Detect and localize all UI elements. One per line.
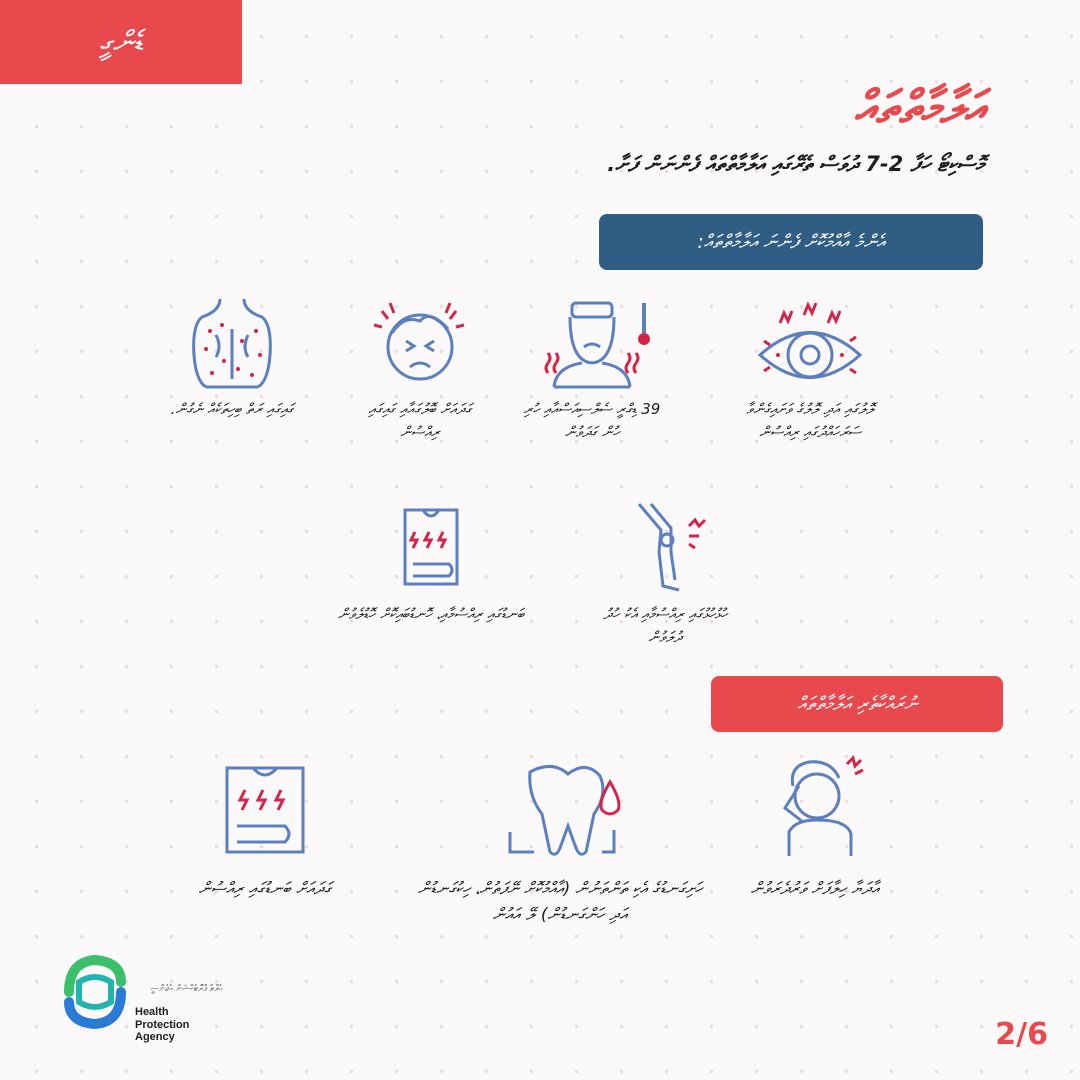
symptom-label: 39 ޑިގްރީ ސެލްސިއަސްއާއި ހުރި ހުން ގަދަވުން [523, 400, 661, 442]
high-fever-icon [532, 295, 652, 390]
hpa-logo [55, 952, 235, 1042]
symptom-label: ގަދައަށް ބޮލުގައާއި ގައިގައި ރިއްސުން [368, 400, 472, 442]
dengue-tag: ޑެންގީ [0, 0, 242, 84]
hpa-logo-mark-icon [55, 952, 135, 1032]
logo-line: Protection [135, 1018, 190, 1031]
stomach-ache-icon [371, 500, 491, 595]
headache-icon [360, 295, 480, 390]
symptom-stomach-ache [336, 500, 526, 626]
severe-symptoms-banner: ނުރައްކާތެރި އަލާމާތްތައް [711, 676, 1003, 732]
common-symptoms-banner: އެންމެ އާއްމުކޮށް ފެންނަ އަލާމާތްތައް: [599, 214, 983, 270]
logo-line: Agency [135, 1031, 175, 1044]
page-number: 2/6 [995, 1017, 1048, 1052]
logo-dhivehi-text: ހެލްތު ޕްރޮޓެކްޝަން އެޖެންސީ [150, 984, 223, 994]
symptom-label: އާދަޔާ ހިލާފަށް ވަރުދެރަވުން [750, 879, 880, 899]
logo-line: Health [135, 1006, 169, 1018]
joint-pain-icon [605, 500, 725, 595]
symptom-label: ހަށިގަނޑުގެ އެކި ތަންތަނުން (އާއްމުކޮށް ނޭފަތުން، ހިކުގަނޑުން އަދި ހަންގަނޑުން) ލޭ އައުން [418, 879, 702, 926]
eye-pain-icon [750, 295, 870, 390]
bleeding-icon [490, 752, 630, 862]
page-title: އަލާމާތްތައް [854, 80, 984, 134]
logo-text [135, 1006, 189, 1044]
symptom-label: ހުޅުހުޅުގައި ރިއްސުމާއި އެކު ހުދު ދުލަވުން [603, 605, 727, 647]
symptom-headache [350, 295, 490, 445]
fatigue-icon [755, 752, 875, 862]
symptom-eye-pain [740, 295, 880, 445]
symptom-label: ގަދައަށް ބަނޑުގައި ރިއްސުން [198, 879, 332, 899]
symptom-joint-pain [590, 500, 740, 650]
page-subtitle: މޮސްކިޓޯ ހަފާ 2-7 ދުވަސް ތެރޭގައި އަލާމާތްތައް ފެންނަން ފަށާ. [607, 152, 984, 176]
severe-stomach-pain-icon [205, 752, 325, 862]
symptom-high-fever [522, 295, 662, 445]
symptom-fatigue [735, 752, 895, 902]
skin-rash-icon [172, 295, 292, 390]
symptom-skin-rash [162, 295, 302, 421]
symptom-label: ބަނޑުގައި ރިއްސުމާއި، ހޮނޑުބައިކޮށް ހޮޑުލެވުން [337, 605, 525, 623]
symptom-severe-stomach-pain [180, 752, 350, 902]
symptom-bleeding [415, 752, 705, 929]
symptom-label: ގައިގައި ރަތް ބިހިތަކެއް ނެގުން. [170, 400, 294, 418]
symptom-label: ލޮލުގައި އަދި ލޮލުގެ ވަށައިގެންވާ ސަރަހައްދުގައި ރިއްސުން [746, 400, 874, 442]
